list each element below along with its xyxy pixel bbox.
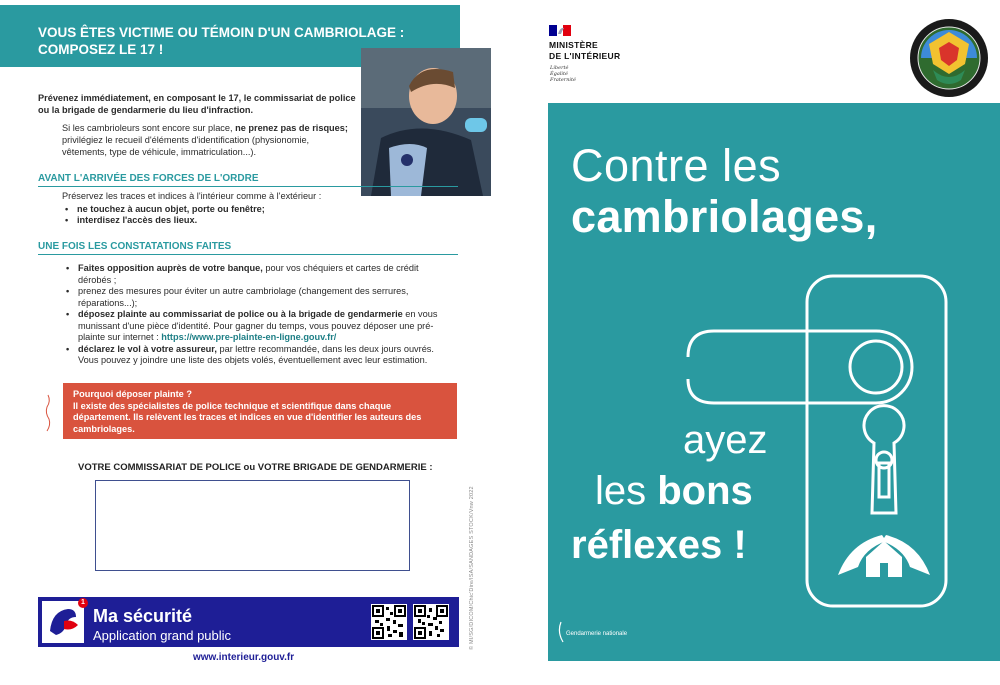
qr-code-icon[interactable] [413,604,449,640]
intro-text [38,122,356,158]
section-before-police-title: AVANT L'ARRIVÉE DES FORCES DE L'ORDRE [38,173,458,187]
section-before-police-body [62,191,442,227]
slogan-line1: ayez [683,418,768,462]
intro-section [38,92,356,168]
intro-strong: ne prenez pas de risques; [235,123,348,133]
app-title: Ma sécurité [93,606,193,626]
ma-securite-logo-icon [42,601,84,643]
door-handle-icon [678,273,1000,661]
app-banner[interactable] [38,597,459,647]
why-complain-title: Pourquoi déposer plainte ? [73,389,192,399]
cover-title-line2: cambriolages, [571,191,878,242]
gendarmerie-small-text: Gendarmerie nationale [566,631,628,637]
header-title: VOUS ÊTES VICTIME OU TÉMOIN D'UN CAMBRIOLAGE : COMPOSEZ LE 17 ! [38,25,405,57]
slogan-line3: réflexes ! [571,523,747,567]
qr-code-icon[interactable] [371,604,407,640]
list-item: • prenez des mesures pour éviter un autre cambriolage (changement des serrures, réparations...); [63,286,443,309]
why-complain-box [63,383,457,439]
address-blank-field[interactable] [95,480,410,571]
list-item: • déclarez le vol à votre assureur, par lettre recommandée, dans les deux jours ouvrés. Vous pouvez y joindre une liste des objets volés, éventuellement avec leur estimation. [63,344,443,367]
list-item: • ne touchez à aucun objet, porte ou fenêtre; [62,204,442,216]
section-after-body [63,262,443,367]
commissariat-label: VOTRE COMMISSARIAT DE POLICE ou VOTRE BRIGADE DE GENDARMERIE : [78,462,433,473]
republic-motto: Liberté Égalité Fraternité [550,65,576,83]
notification-badge: 1 [78,598,88,608]
section-after-title: UNE FOIS LES CONSTATATIONS FAITES [38,241,458,255]
gendarmerie-logo-icon [555,618,628,646]
section1-intro: Préservez les traces et indices à l'intérieur comme à l'extérieur : [62,191,322,201]
ministry-name-line1: MINISTÈRE [549,40,598,50]
list-item: • interdisez l'accès des lieux. [62,215,442,227]
leaflet-cover-page [507,5,1000,685]
cover-teal-panel [548,103,1000,661]
ministry-name-line2: DE L'INTÉRIEUR [549,51,621,61]
list-item: • Faites opposition auprès de votre banque, pour vos chéquiers et cartes de crédit dérobés ; [63,263,443,286]
cover-title-line1: Contre les [571,140,782,191]
scribble-icon [44,393,52,433]
slogan-line2: les bons [595,469,753,513]
intro-post: privilégiez le recueil d'éléments d'identification (physionomie, vêtements, type de véhicule, immatriculation...). [62,135,310,157]
pre-plainte-link[interactable]: https://www.pre-plainte-en-ligne.gouv.fr/ [161,332,337,342]
list-item: • déposez plainte au commissariat de police ou à la brigade de gendarmerie en vous munissant d'une pièce d'identité. Pour gagner du temps, vous pouvez déposer une pré-plainte sur internet : https://www.pre-plainte-en-ligne.gouv.fr/ [63,309,443,344]
marianne-logo-icon [549,25,571,36]
gendarmerie-group-badge-icon [909,18,989,98]
app-subtitle: Application grand public [93,628,232,643]
intro-bold-text: Prévenez immédiatement, en composant le 17, le commissariat de police ou la brigade de gendarmerie du lieu d'infraction. [38,93,356,115]
intro-pre: Si les cambrioleurs sont encore sur place, [62,123,236,133]
site-url-link[interactable]: www.interieur.gouv.fr [193,652,295,663]
why-complain-text: Il existe des spécialistes de police technique et scientifique dans chaque département. Ils relèvent les traces et indices en vue d'identifier les auteurs des cambriolages. [73,400,422,434]
credit-text: © MI/SG/DICOM/Chic'Dire/ISA/SANDAGES STOCK/Vnw 2022 [469,486,475,650]
